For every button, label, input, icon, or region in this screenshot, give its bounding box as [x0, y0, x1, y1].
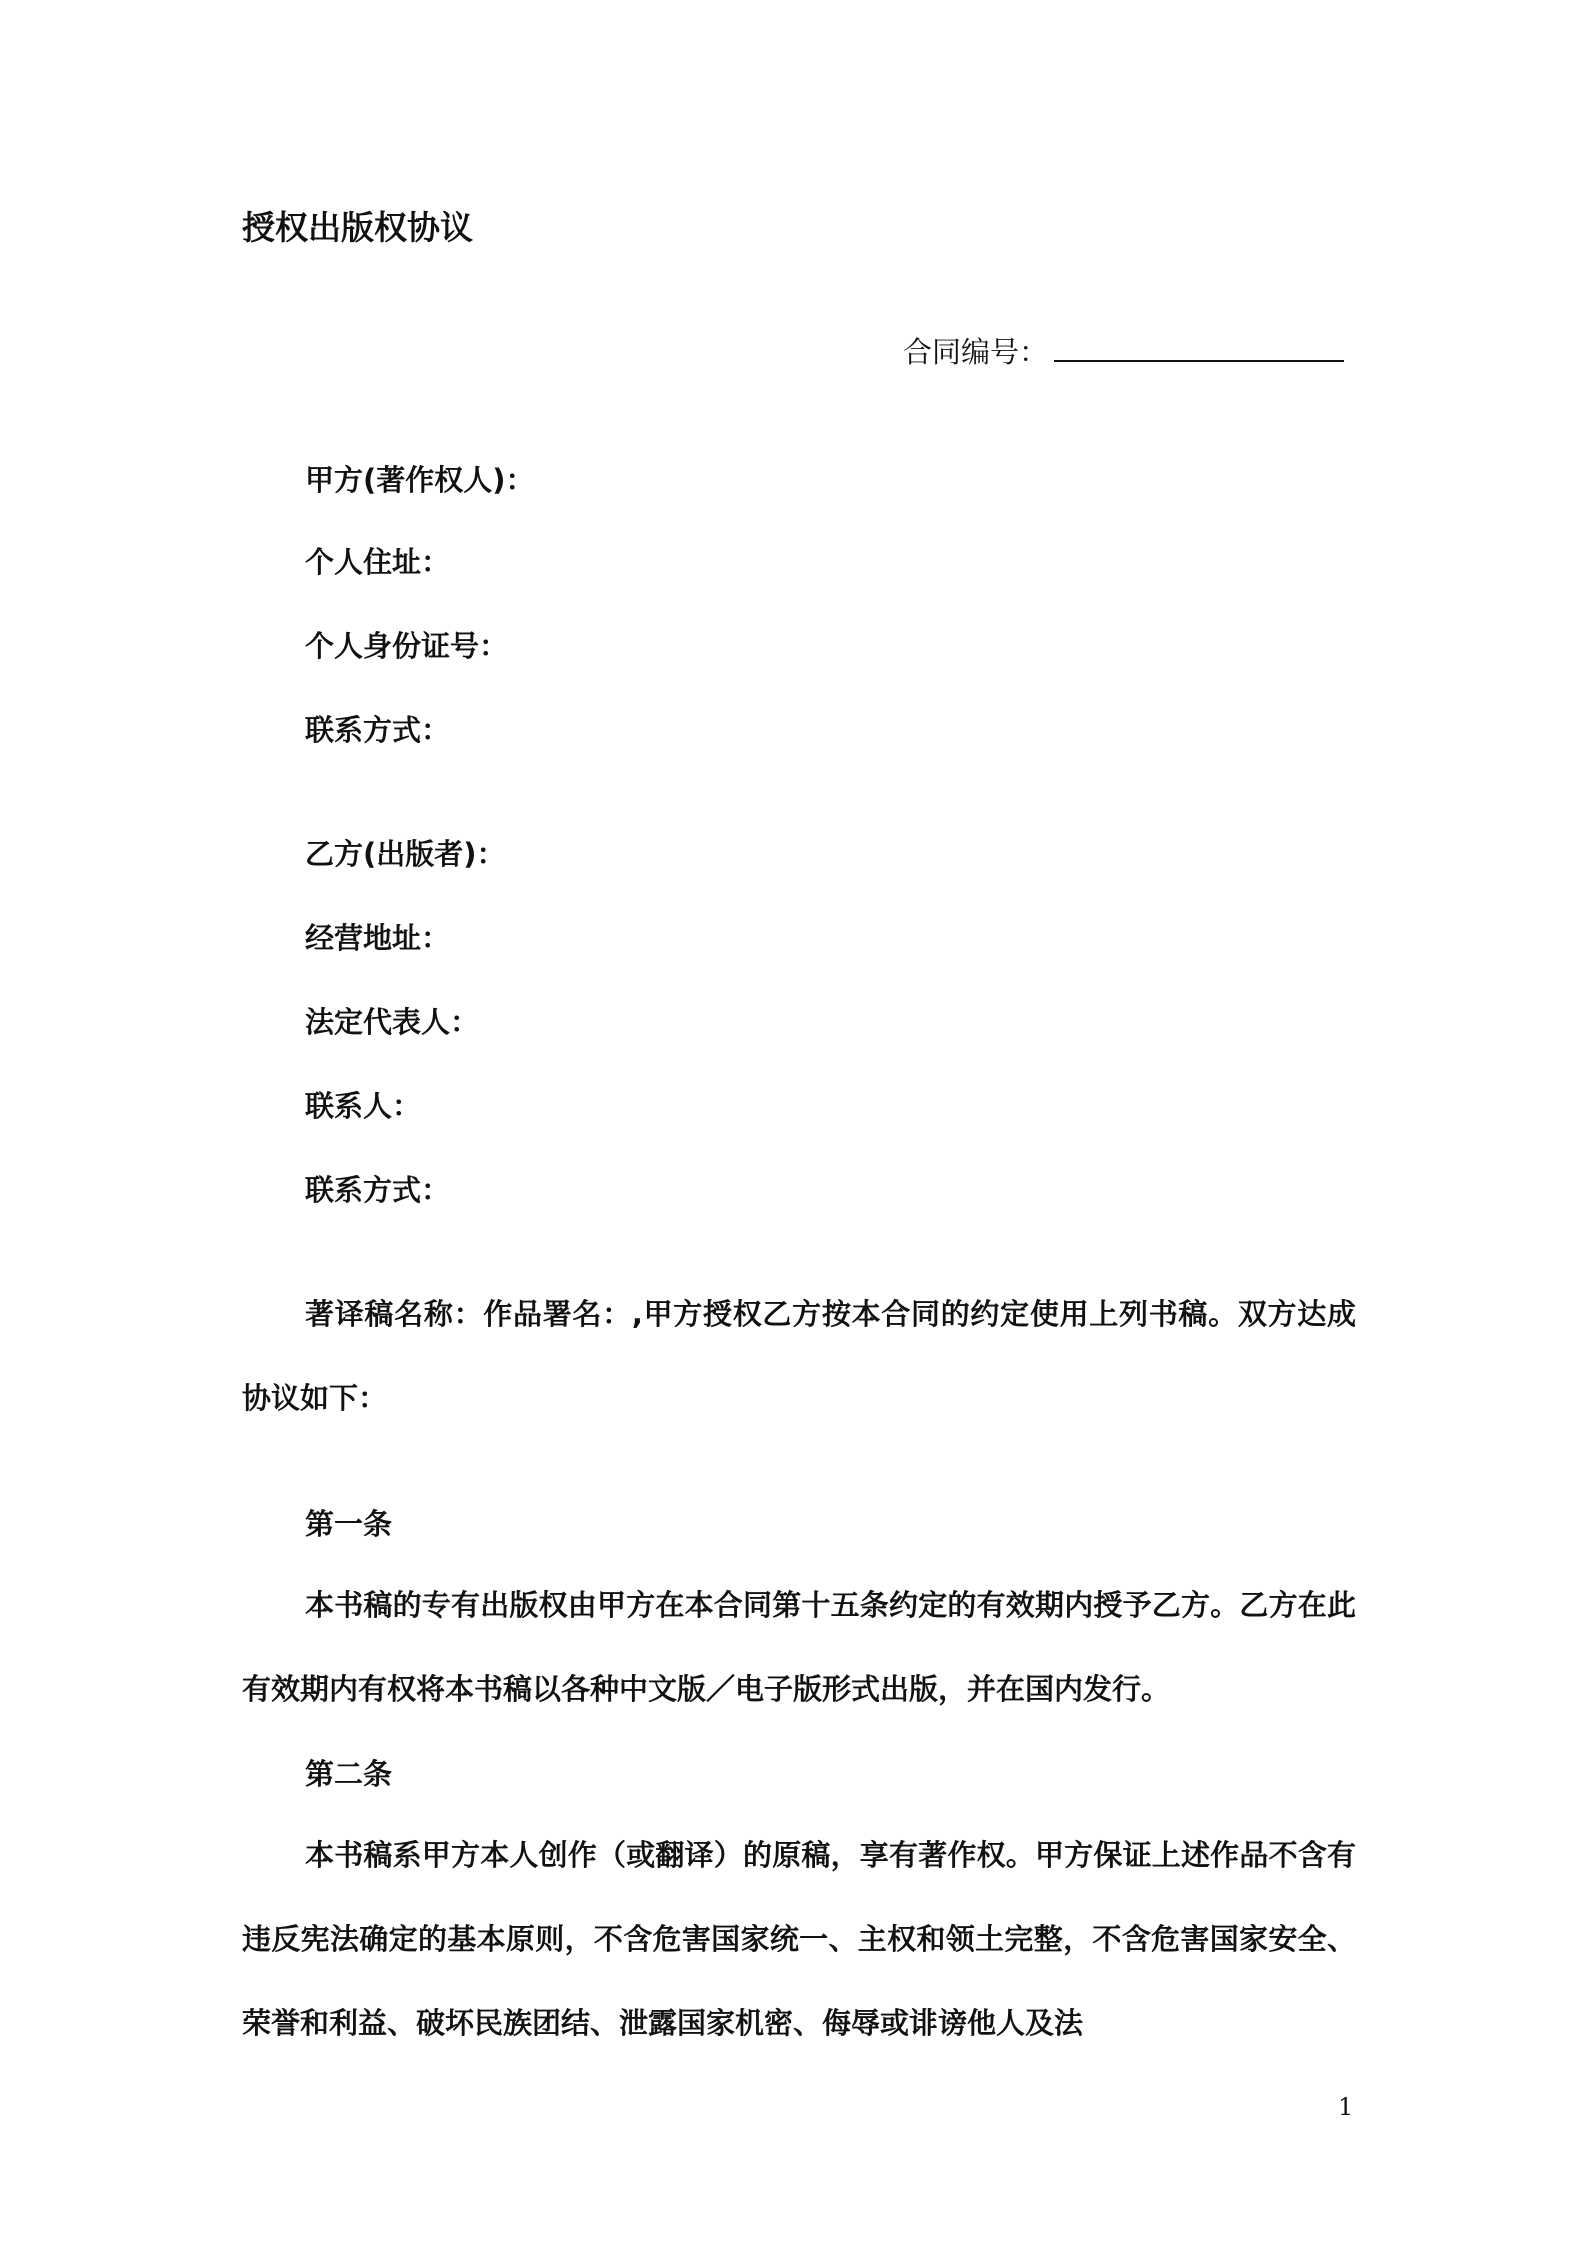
contract-number-label: 合同编号：	[903, 335, 1049, 369]
article-2-heading: 第二条	[305, 1757, 393, 1791]
contract-number-blank	[1054, 334, 1344, 362]
article-1-paragraph: 本书稿的专有出版权由甲方在本合同第十五条约定的有效期内授予乙方。乙方在此有效期内有权将本书稿以各种中文版／电子版形式出版，并在国内发行。	[242, 1588, 1356, 1706]
party-b-contact-label: 联系方式：	[305, 1173, 451, 1207]
contract-number	[903, 330, 1344, 371]
page-number: 1	[1338, 2093, 1354, 2121]
intro-paragraph: 著译稿名称：作品署名：,甲方授权乙方按本合同的约定使用上列书稿。双方达成协议如下：	[242, 1297, 1356, 1415]
party-a-address-label: 个人住址：	[305, 545, 451, 579]
party-a-id-label: 个人身份证号：	[305, 629, 509, 663]
party-b-address-label: 经营地址：	[305, 921, 451, 955]
party-b-name-label: 乙方(出版者)：	[305, 837, 506, 871]
article-1-heading: 第一条	[305, 1507, 393, 1541]
party-b-contact-person-label: 联系人：	[305, 1089, 422, 1123]
party-a-contact-label: 联系方式：	[305, 713, 451, 747]
document-title: 授权出版权协议	[242, 208, 473, 247]
article-2-paragraph: 本书稿系甲方本人创作（或翻译）的原稿，享有著作权。甲方保证上述作品不含有违反宪法确定的基本原则，不含危害国家统一、主权和领土完整，不含危害国家安全、荣誉和利益、破坏民族团结、泄露国家机密、侮辱或诽谤他人及法	[242, 1838, 1356, 2040]
party-a-name-label: 甲方(著作权人)：	[305, 463, 535, 497]
party-b-rep-label: 法定代表人：	[305, 1005, 480, 1039]
